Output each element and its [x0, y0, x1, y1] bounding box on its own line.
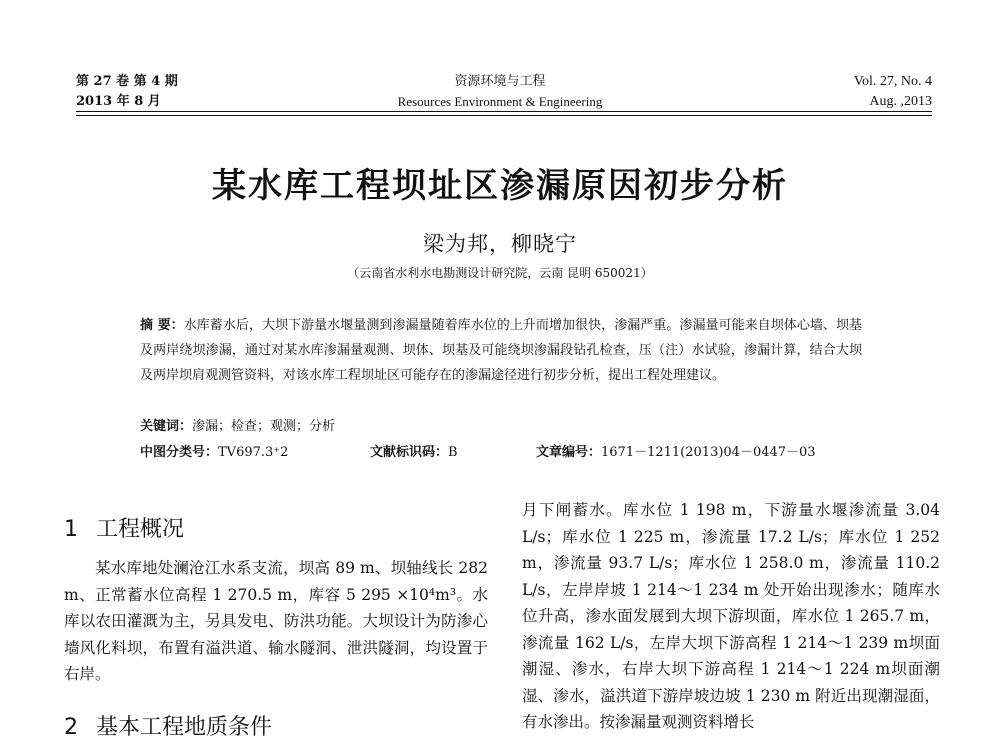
date-cn: 2013 年 8 月: [76, 94, 161, 109]
authors: 梁为邦，柳晓宁: [423, 232, 577, 256]
vol-en: Vol. 27, No. 4: [853, 74, 932, 89]
doc-code-label: 文献标识码：: [370, 445, 449, 460]
section-number: 2: [64, 715, 78, 740]
clc-value: TV697.3⁺2: [218, 445, 289, 460]
article-title: 某水库工程坝址区渗漏原因初步分析: [212, 166, 788, 206]
header-rule-thick: [76, 111, 932, 112]
abstract-text: 水库蓄水后，大坝下游量水堰量测到渗漏量随着库水位的上升而增加很快，渗漏严重。渗漏量可能来自坝体心墙、坝基及两岸绕坝渗漏，通过对某水库渗漏量观测、坝体、坝基及可能绕坝渗漏段钻孔检查，压（注）水试验，渗漏计算，结合大坝及两岸坝肩观测管资料，对该水库工程坝址区可能存在的渗漏途径进行初步分析，提出工程处理建议。: [140, 318, 862, 383]
header-left: [76, 72, 178, 112]
section-number: 1: [64, 517, 78, 542]
journal-en: Resources Environment & Engineering: [397, 94, 603, 109]
section-title: 工程概况: [96, 517, 185, 542]
section1-paragraph: [64, 555, 488, 688]
affiliation: （云南省水利水电勘测设计研究院，云南 昆明 650021）: [347, 266, 653, 280]
abstract: [140, 313, 862, 388]
keywords-label: 关键词：: [140, 419, 193, 434]
section-heading-2: [64, 710, 272, 741]
keywords: [140, 414, 335, 439]
volume-issue: 第 27 卷 第 4 期: [76, 74, 178, 89]
journal-cn: 资源环境与工程: [454, 74, 546, 89]
doc-code-value: B: [448, 445, 458, 460]
right-col-para: 月下闸蓄水。库水位 1 198 m，下游量水堰渗流量 3.04 L/s；库水位 1 225 m，渗流量 17.2 L/s；库水位 1 252 m，渗流量 93.7 L/s；库水位 1 258.0 m，渗流量 110.2 L/s，左岸岸坡 1 214～1 234 m 处开始出现渗水；随库水位升高，渗水面发展到大坝下游坝面，库水位 1 265.7 m，渗流量 162 L/s，左岸大坝下游高程 1 214～1 239 m坝面潮湿、渗水，右岸大坝下游高程 1 214～1 224 m坝面潮湿、渗水，溢洪道下游岸坡边坡 1 230 m 附近出现潮湿面，有水渗出。按渗漏量观测资料增长: [522, 501, 940, 731]
classification-line: [140, 440, 862, 465]
sec1-para: 某水库地处澜沧江水系支流，坝高 89 m、坝轴线长 282 m、正常蓄水位高程 1 270.5 m，库容 5 295 ×10⁴m³。水库以农田灌溉为主，另具发电、防洪功能。大坝设计为防渗心墙风化料坝，布置有溢洪道、输水隧洞、泄洪隧洞，均设置于右岸。: [64, 559, 488, 683]
article-no-value: 1671－1211(2013)04－0447－03: [601, 445, 816, 460]
date-en: Aug. ,2013: [869, 94, 932, 109]
article-no-label: 文章编号：: [536, 445, 602, 460]
section-title: 基本工程地质条件: [96, 715, 273, 740]
header-right: [854, 72, 932, 112]
section-heading-1: [64, 512, 184, 543]
header-center: [330, 72, 670, 112]
abstract-label: 摘 要：: [140, 318, 184, 333]
header-rule-thin: [76, 115, 932, 116]
right-column-text: [522, 497, 940, 736]
clc-label: 中图分类号：: [140, 445, 219, 460]
keywords-text: 渗漏；检查；观测；分析: [192, 419, 336, 434]
